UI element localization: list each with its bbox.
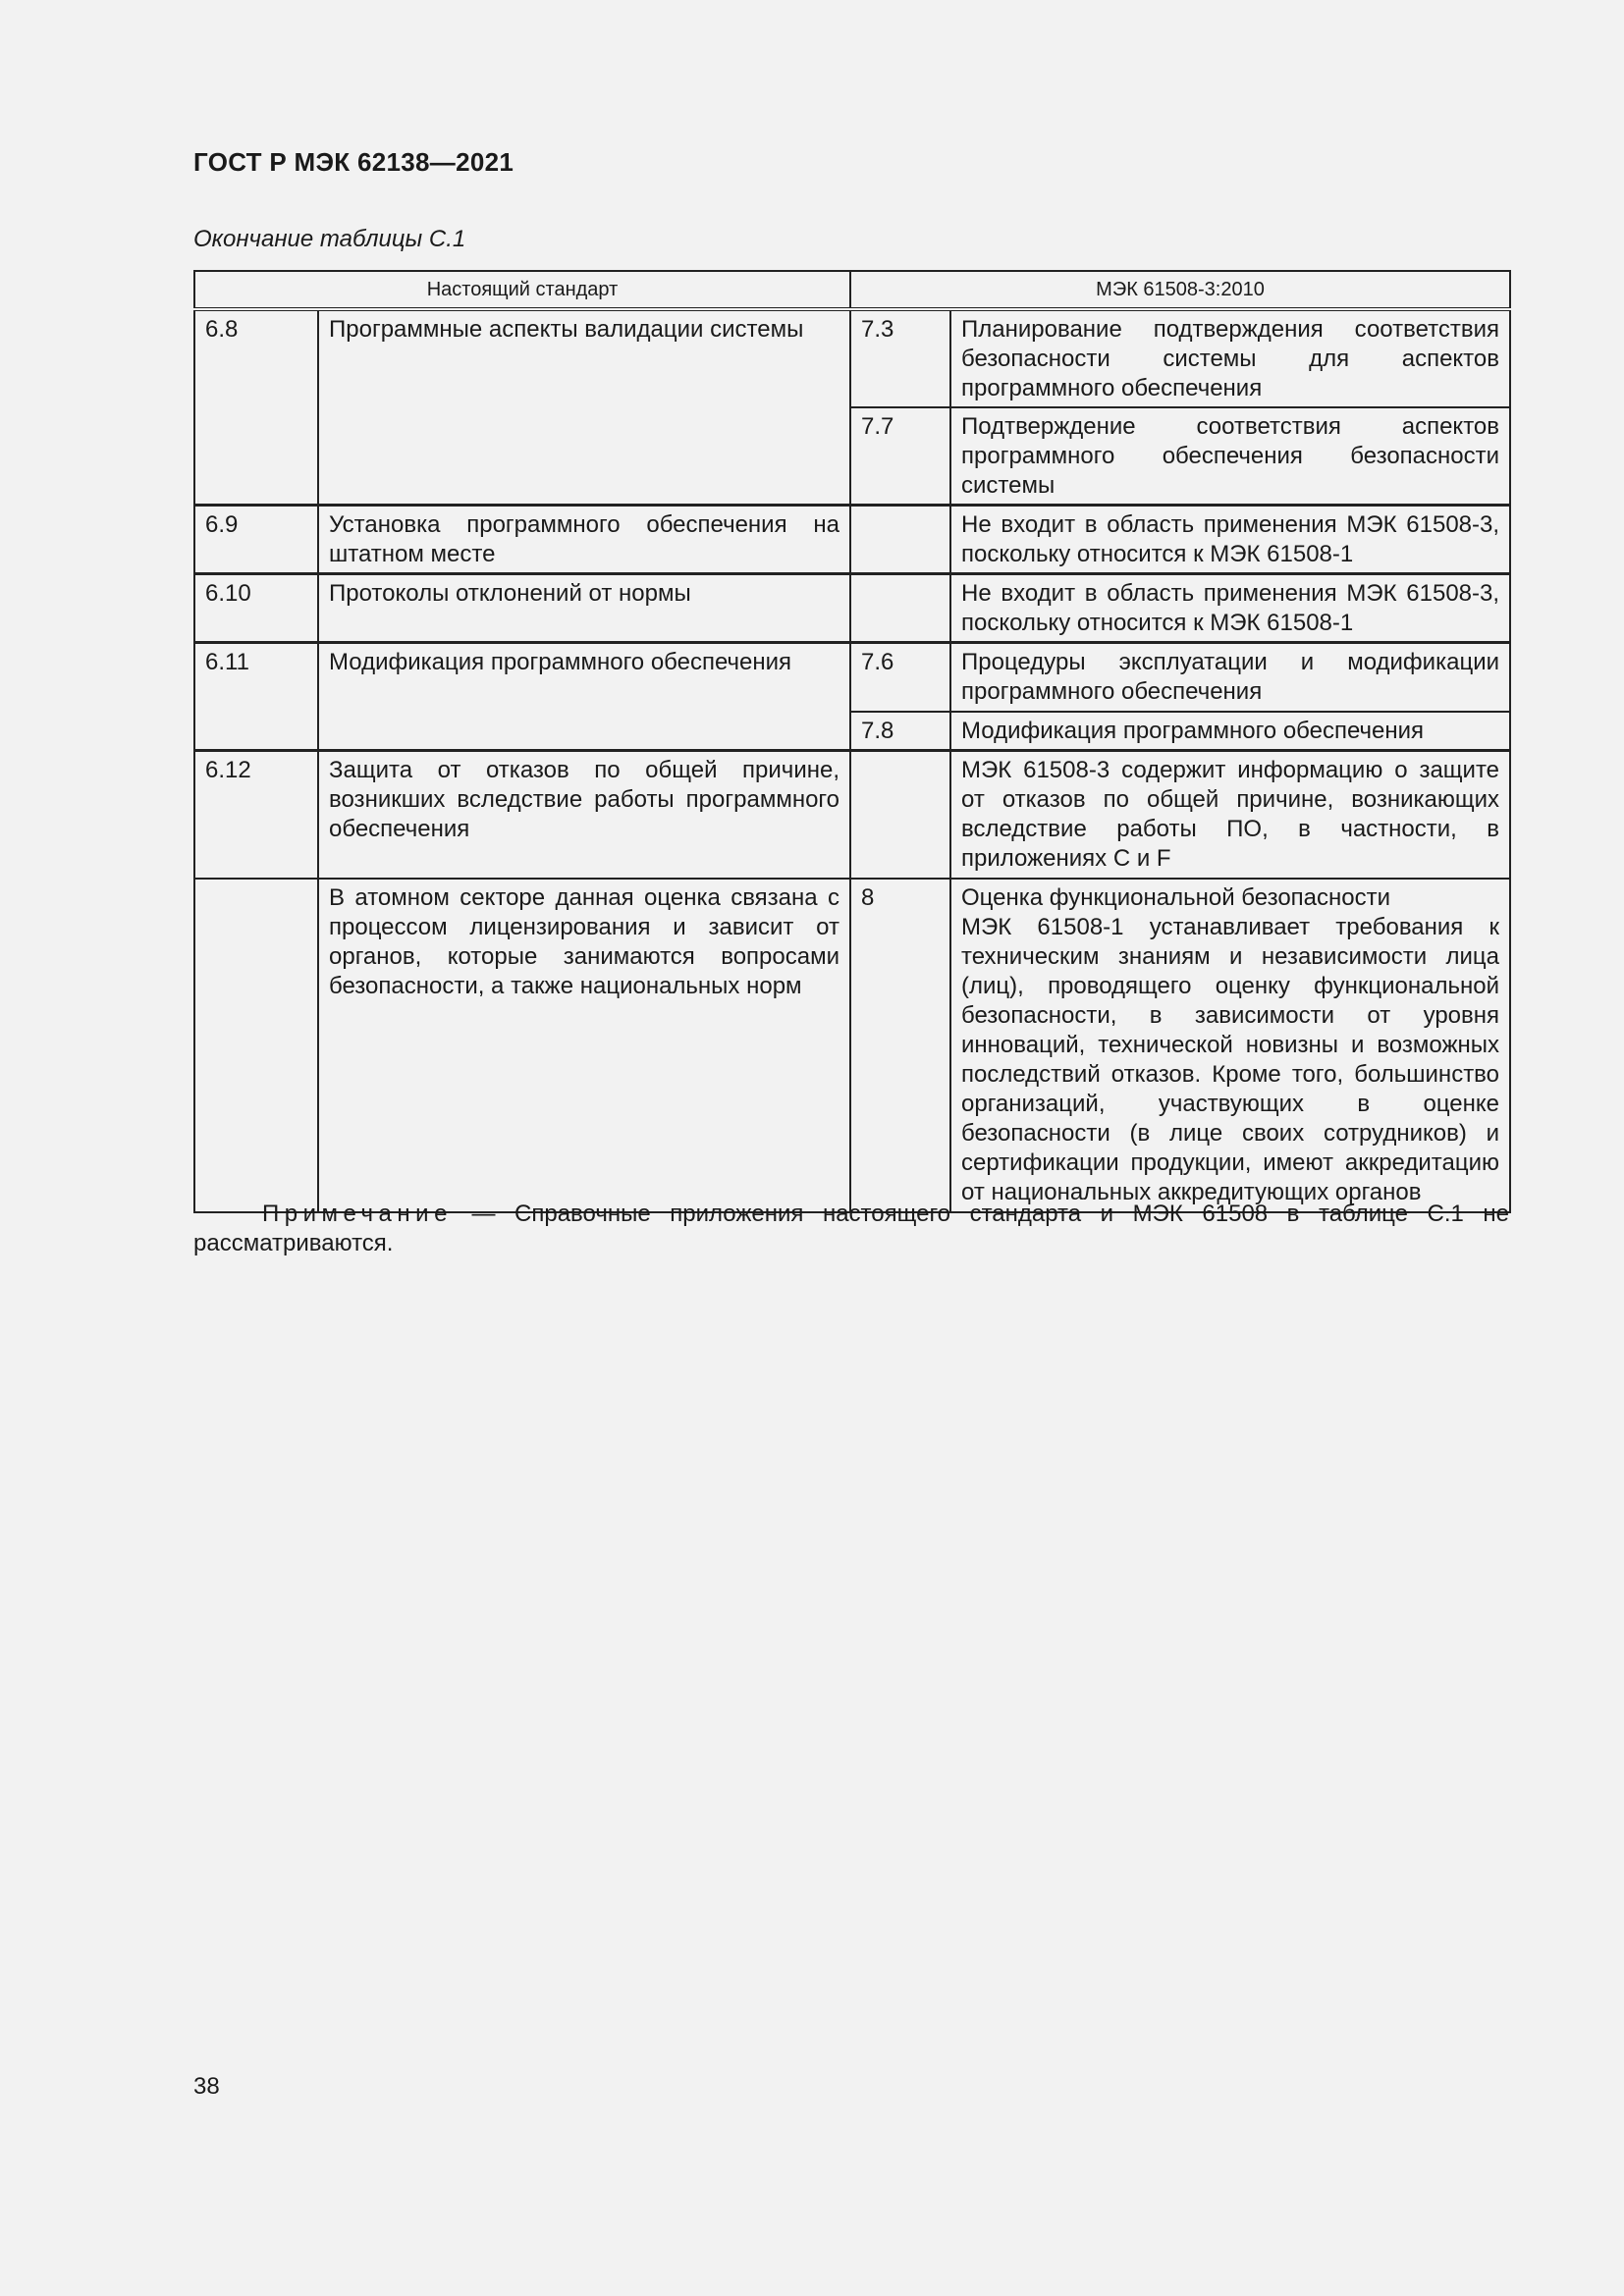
iec-clause-text: Подтверждение соответствия аспектов программного обеспечения безопасности системы <box>950 407 1510 506</box>
iec-clause-text: Не входит в область применения МЭК 61508-3, поскольку относится к МЭК 61508-1 <box>950 506 1510 574</box>
table-row <box>194 309 1510 407</box>
clause-number: 6.9 <box>194 506 318 574</box>
table-row <box>194 506 1510 574</box>
header-iec-61508-3: МЭК 61508-3:2010 <box>850 271 1510 309</box>
iec-clause-number <box>850 750 950 879</box>
note-text: — Справочные приложения настоящего стандарта и МЭК 61508 в таблице С.1 не рассматриваются. <box>193 1201 1509 1256</box>
document-header: ГОСТ Р МЭК 62138—2021 <box>193 147 514 177</box>
iec-clause-heading: Оценка функциональной безопасности <box>961 884 1391 911</box>
iec-clause-text: МЭК 61508-3 содержит информацию о защите от отказов по общей причине, возникающих вследствие работы ПО, в частности, в приложениях С и F <box>950 750 1510 879</box>
clause-title: Программные аспекты валидации системы <box>318 309 850 506</box>
table-row <box>194 574 1510 643</box>
clause-title: Установка программного обеспечения на штатном месте <box>318 506 850 574</box>
iec-clause-number <box>850 506 950 574</box>
iec-clause-text: Процедуры эксплуатации и модификации программного обеспечения <box>950 643 1510 712</box>
iec-clause-number: 7.8 <box>850 712 950 751</box>
table-note <box>193 1200 1509 1258</box>
table-row <box>194 879 1510 1212</box>
page-number: 38 <box>193 2073 220 2100</box>
iec-clause-text: Планирование подтверждения соответствия безопасности системы для аспектов программного обеспечения <box>950 309 1510 407</box>
clause-number: 6.8 <box>194 309 318 506</box>
iec-clause-cell <box>950 879 1510 1212</box>
iec-clause-text: Модификация программного обеспечения <box>950 712 1510 751</box>
iec-clause-number: 7.3 <box>850 309 950 407</box>
clause-title: Модификация программного обеспечения <box>318 643 850 751</box>
table-header-row <box>194 271 1510 309</box>
iec-clause-number: 7.6 <box>850 643 950 712</box>
iec-clause-number <box>850 574 950 643</box>
clause-number: 6.12 <box>194 750 318 879</box>
iec-clause-text: МЭК 61508-1 устанавливает требования к техническим знаниям и независимости лица (лиц), проводящего оценку функциональной безопасности, в зависимости от уровня инноваций, технической новизны и возможных последствий отказов. Кроме того, большинство организаций, участвующих в оценке безопасности (в лице своих сотрудников) и сертификации продукции, имеют аккредитацию от национальных аккредитующих органов <box>961 914 1500 1205</box>
iec-clause-number: 7.7 <box>850 407 950 506</box>
clause-title: Защита от отказов по общей причине, возникших вследствие работы программного обеспечения <box>318 750 850 879</box>
table-row <box>194 750 1510 879</box>
clause-title: В атомном секторе данная оценка связана с процессом лицензирования и зависит от органов, которые занимаются вопросами безопасности, а также национальных норм <box>318 879 850 1212</box>
clause-title: Протоколы отклонений от нормы <box>318 574 850 643</box>
iec-clause-number: 8 <box>850 879 950 1212</box>
comparison-table <box>193 270 1511 1213</box>
clause-number <box>194 879 318 1212</box>
table-row <box>194 643 1510 712</box>
table-caption: Окончание таблицы С.1 <box>193 226 466 252</box>
header-current-standard: Настоящий стандарт <box>194 271 850 309</box>
clause-number: 6.10 <box>194 574 318 643</box>
clause-number: 6.11 <box>194 643 318 751</box>
note-label: Примечание <box>262 1201 453 1227</box>
iec-clause-text: Не входит в область применения МЭК 61508-3, поскольку относится к МЭК 61508-1 <box>950 574 1510 643</box>
